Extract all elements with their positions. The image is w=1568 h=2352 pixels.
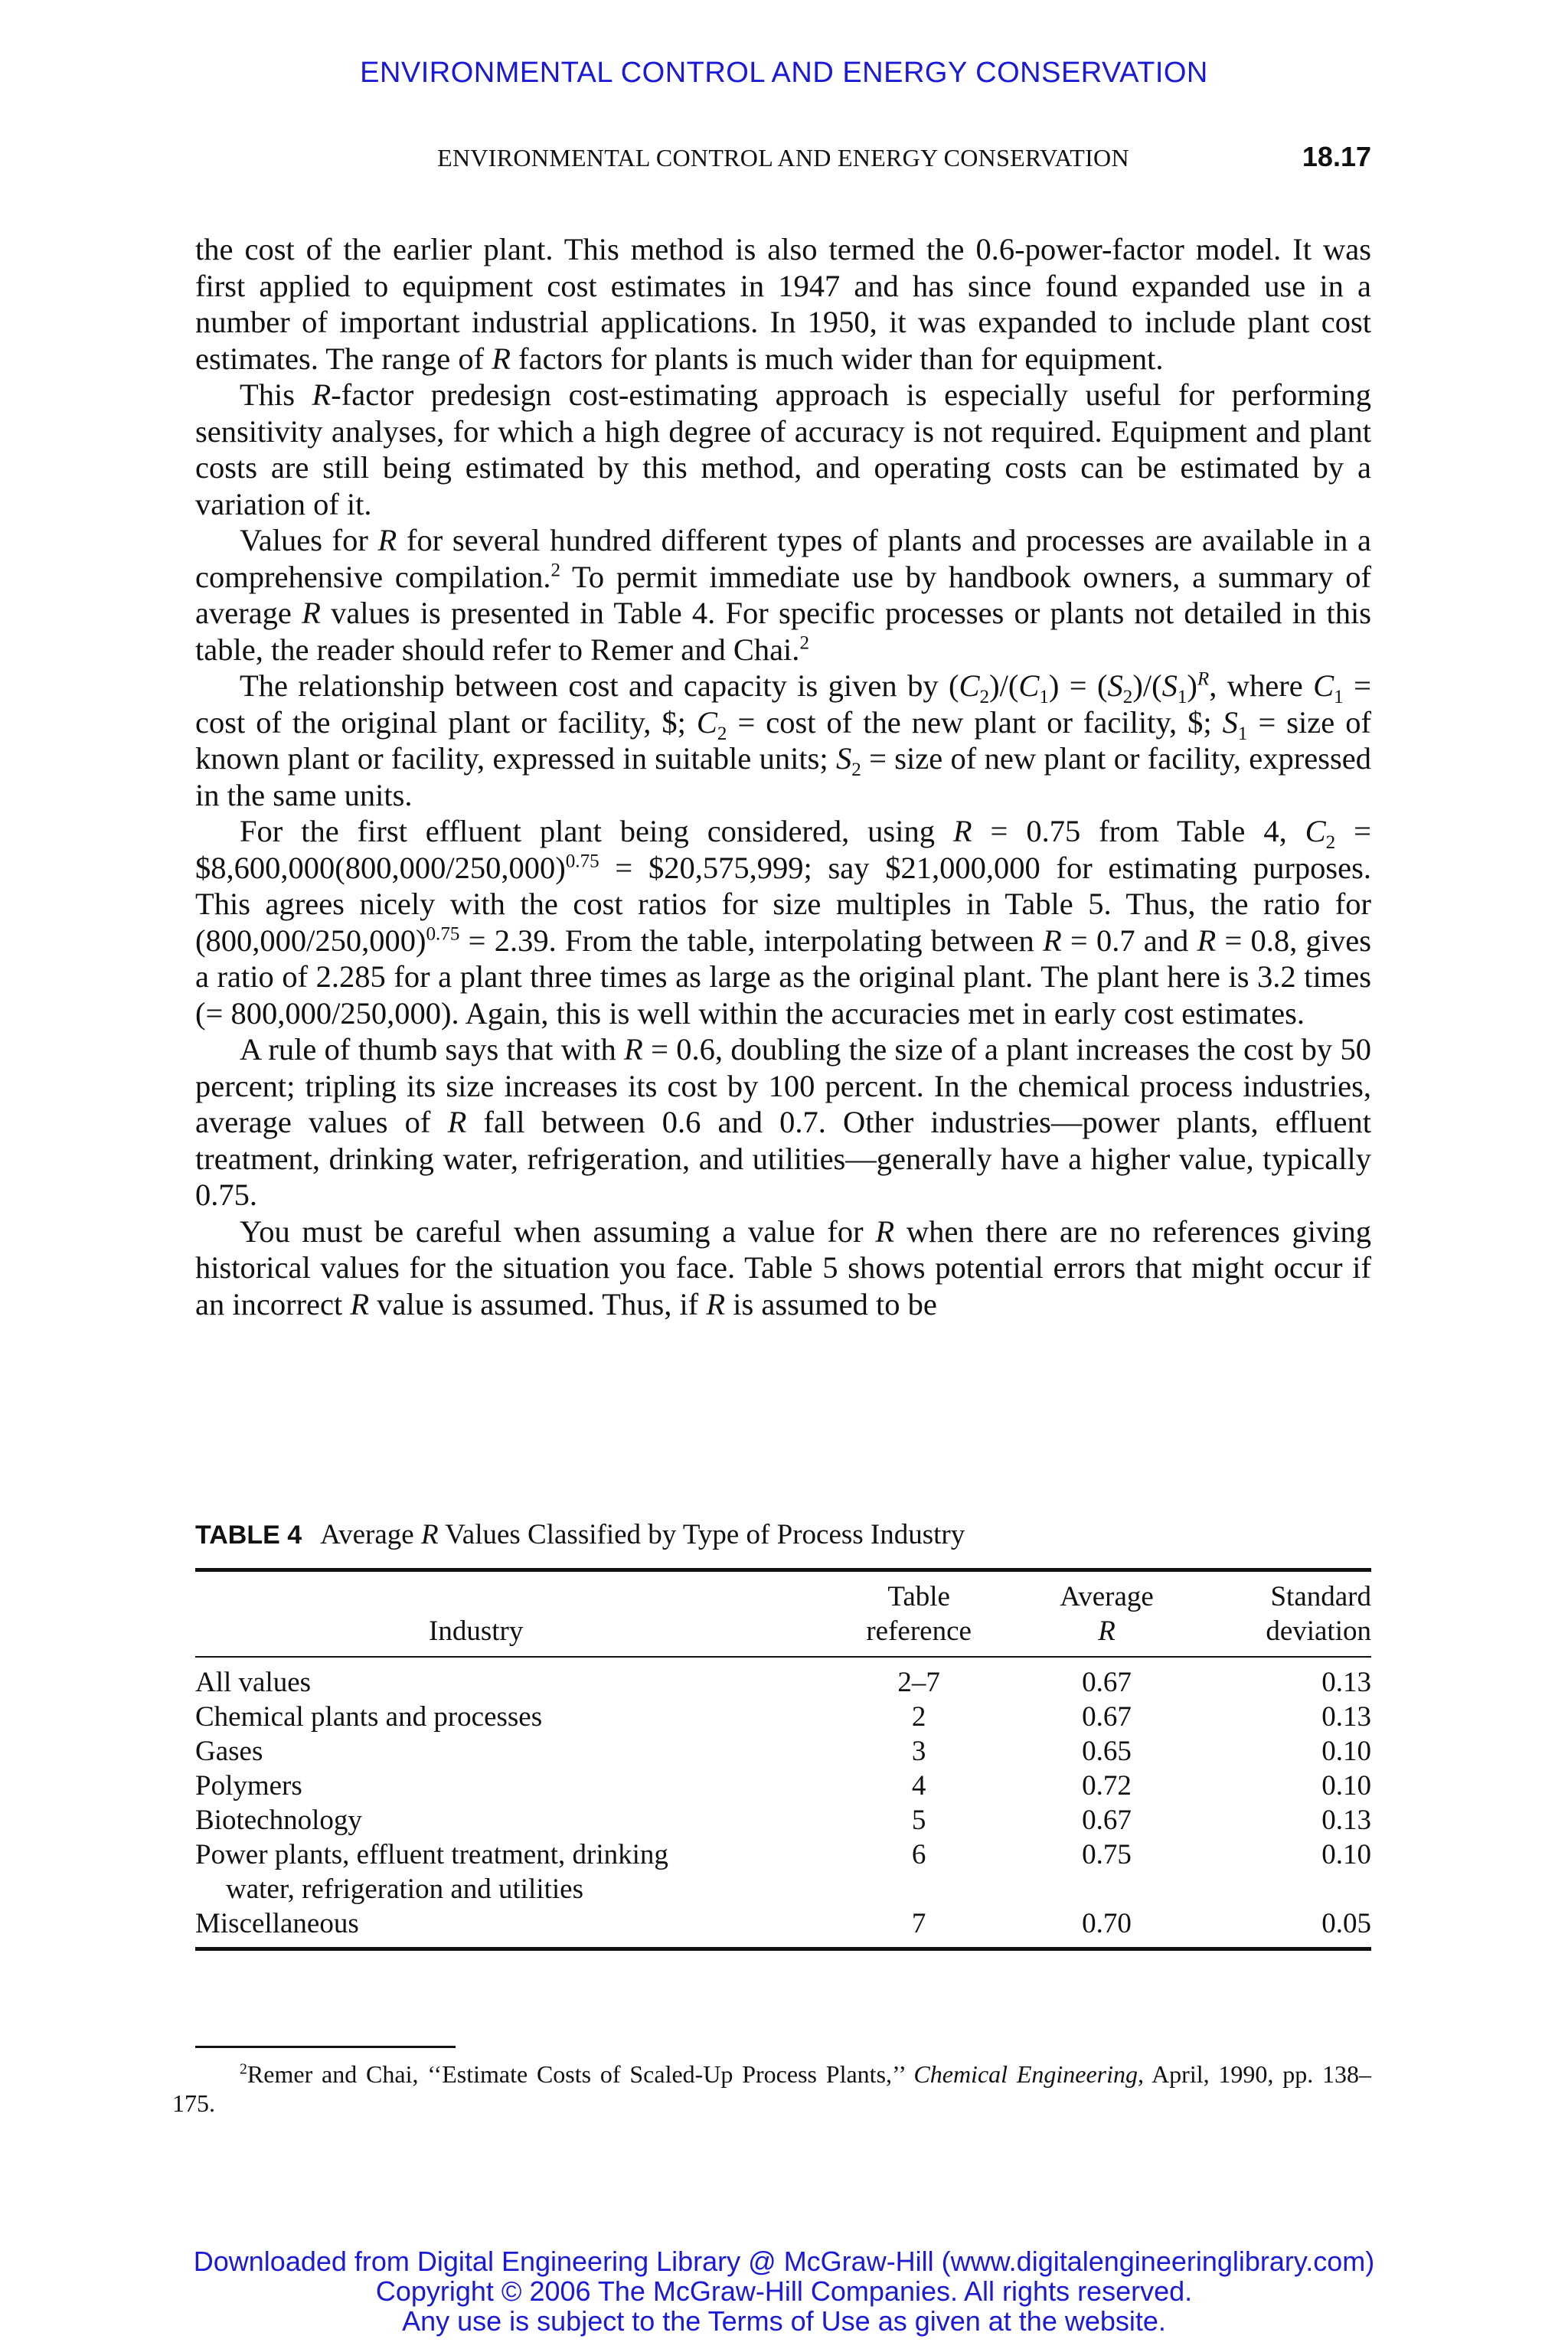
table-header-row: [195, 1570, 1371, 1658]
table-row: Miscellaneous 7 0.70 0.05: [195, 1906, 1371, 1949]
footnote-ref[interactable]: 2: [550, 560, 561, 580]
table-row: Power plants, effluent treatment, drinking water, refrigeration and utilities 6 0.75 0.10: [195, 1839, 1371, 1905]
footnote-mark: 2: [240, 2060, 247, 2078]
paragraph-6: A rule of thumb says that with R = 0.6, doubling the size of a plant increases the cost by 50 percent; tripling its size increases its cost by 100 percent. In the chemical process industries, average values of R fall between 0.6 and 0.7. Other industries—power plants, effluent treatment, drinking water, refrigeration, and utilities—generally have a higher value, typically 0.75.: [195, 1032, 1371, 1212]
paragraph-5: For the first effluent plant being considered, using R = 0.75 from Table 4, $C_2$ = $\$8,600,000(800,000/250,000)^{0.75}$ = $20,575,999; say $21,000,000 for estimating purposes. This agrees nicely with the cost ratios for size multiples in Table 5. Thus, the ratio for $(800,000/250,000)^{0.75} = 2.39$. From the table, interpolating between R = 0.7 and R = 0.8, gives a ratio of 2.285 for a plant three times as large as the original plant. The plant here is 3.2 times (= 800,000/250,000). Again, this is well within the accuracies met in early cost estimates.: [195, 814, 1372, 1031]
r-values-table: [195, 1568, 1371, 1951]
header-standard-deviation: Standard deviation: [1209, 1570, 1371, 1658]
page-number: 18.17: [1302, 141, 1371, 172]
paragraph-4: The relationship between cost and capacity is given by $(C_2)/(C_1) = (S_2)/(S_1)^R$, where $C_1 = \cos t$ of the original plant or facility, $; $C_2 = \cos t$ of the new plant or facility, $; $S_1$ = size of known plant or facility, expressed in suitable units; $S_2$ = size of new plant or facility, expressed in the same units.: [195, 668, 1371, 812]
header-average-r: Average R: [1004, 1570, 1209, 1658]
running-title: ENVIRONMENTAL CONTROL AND ENERGY CONSERVATION: [437, 144, 1129, 172]
download-notice[interactable]: Downloaded from Digital Engineering Library @ McGraw-Hill (www.digitalengineeringlibrary.com): [193, 2246, 1375, 2277]
table-row: Gases 3 0.65 0.10: [195, 1736, 1371, 1767]
running-head: [195, 141, 1371, 178]
footnote-ref[interactable]: 2: [799, 632, 809, 653]
table-caption: TABLE 4 Average R Values Classified by Type of Process Industry: [195, 1519, 965, 1550]
library-banner-bottom[interactable]: [0, 2246, 1568, 2336]
footnote-divider: [195, 2046, 456, 2048]
header-table-reference: Table reference: [833, 1570, 1004, 1658]
table-row: Biotechnology 5 0.67 0.13: [195, 1805, 1371, 1836]
table-label: TABLE 4: [195, 1521, 302, 1550]
table-4: [195, 1516, 1371, 1951]
paragraph-2: This R-factor predesign cost-estimating approach is especially useful for performing sensitivity analyses, for which a high degree of accuracy is not required. Equipment and plant costs are still being estimated by this method, and operating costs can be estimated by a variation of it.: [195, 377, 1371, 521]
table-row: Chemical plants and processes 2 0.67 0.13: [195, 1701, 1371, 1733]
paragraph-7: You must be careful when assuming a value for R when there are no references giving historical values for the situation you face. Table 5 shows potential errors that might occur if an incorrect R value is assumed. Thus, if R is assumed to be: [195, 1214, 1371, 1321]
body-text: [195, 231, 1371, 1322]
table-row: All values 2–7 0.67 0.13: [195, 1667, 1371, 1698]
footnote: $^2$Remer and Chai, ‘‘Estimate Costs of Scaled-Up Process Plants,’’ Chemical Engineering, April, 1990, pp. 138–175.: [172, 2060, 1372, 2117]
paragraph-3: Values for R for several hundred different types of plants and processes are available in a comprehensive compilation.$^2$ To permit immediate use by handbook owners, a summary of average R values is presented in Table 4. For specific processes or plants not detailed in this table, the reader should refer to Remer and Chai.$^2$: [195, 523, 1372, 667]
header-industry: Industry: [195, 1570, 833, 1658]
terms-notice[interactable]: Any use is subject to the Terms of Use as given at the website.: [402, 2305, 1166, 2337]
copyright-notice: Copyright © 2006 The McGraw-Hill Companies. All rights reserved.: [375, 2275, 1193, 2307]
table-row: Polymers 4 0.72 0.10: [195, 1770, 1371, 1802]
paragraph-1: the cost of the earlier plant. This method is also termed the 0.6-power-factor model. It was first applied to equipment cost estimates in 1947 and has since found expanded use in a number of important industrial applications. In 1950, it was expanded to include plant cost estimates. The range of R factors for plants is much wider than for equipment.: [195, 232, 1371, 376]
library-banner-top[interactable]: ENVIRONMENTAL CONTROL AND ENERGY CONSERVATION: [360, 57, 1208, 89]
journal-title: Chemical Engineering,: [913, 2060, 1145, 2088]
